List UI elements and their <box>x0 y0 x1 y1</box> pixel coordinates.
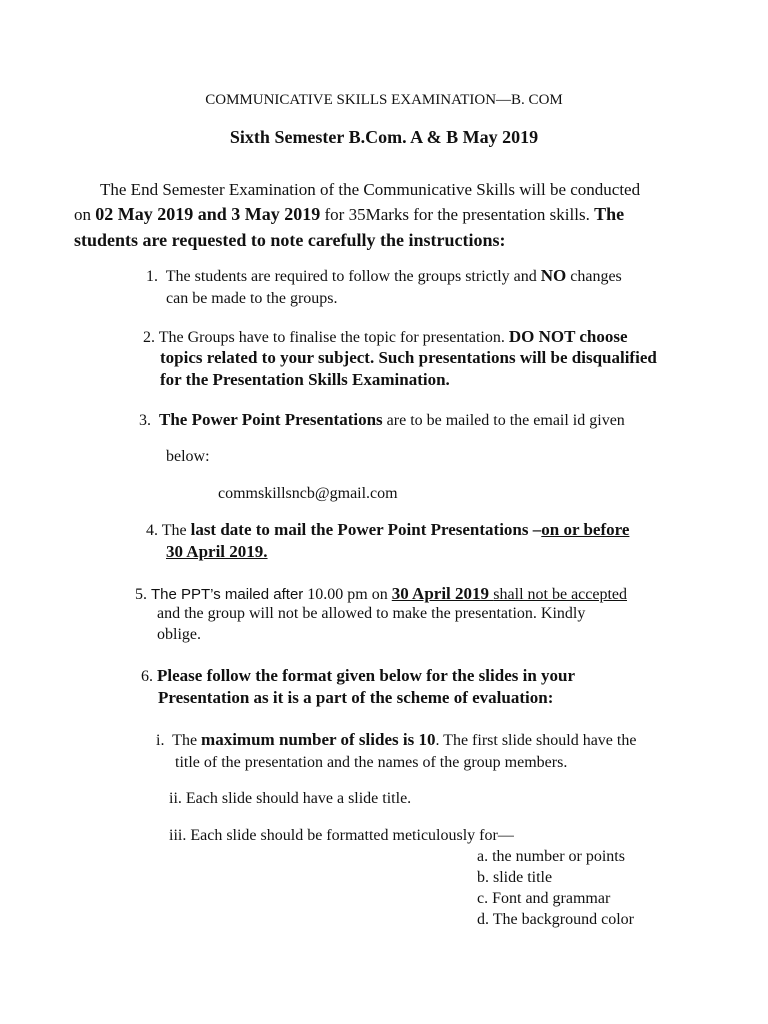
instruction-5-date: 30 April 2019 <box>391 584 494 603</box>
intro-line-2 <box>74 204 624 225</box>
instruction-1-no: NO <box>540 266 567 285</box>
instruction-2-line-3: for the Presentation Skills Examination. <box>160 370 450 389</box>
instruction-3-ppt: The Power Point Presentations <box>159 410 383 429</box>
intro-line-1: The End Semester Examination of the Communicative Skills will be conducted <box>100 180 641 199</box>
format-rule-1-text: . The first slide should have the <box>435 732 637 749</box>
format-rule-1 <box>156 730 636 750</box>
instruction-4 <box>146 520 629 540</box>
instruction-6-number: 6. <box>141 668 153 685</box>
document-title: COMMUNICATIVE SKILLS EXAMINATION—B. COM <box>205 92 563 108</box>
instruction-1-number: 1. <box>146 268 158 285</box>
instruction-2-text: The Groups have to finalise the topic for presentation. <box>158 329 509 346</box>
instruction-5-line-2: and the group will not be allowed to make the presentation. Kindly <box>157 605 586 622</box>
instruction-4-last-date: last date to mail the Power Point Presentations – <box>190 520 542 539</box>
instruction-5-line-3: oblige. <box>157 626 201 643</box>
intro-line-3: students are requested to note carefully the instructions: <box>74 230 506 250</box>
format-rule-3: iii. Each slide should be formatted meticulously for— <box>169 827 514 844</box>
format-criteria-item: c. Font and grammar <box>477 890 611 907</box>
format-rule-1-number: i. <box>156 732 165 749</box>
instruction-4-on-or-before: on or before <box>541 520 630 539</box>
format-rule-2: ii. Each slide should have a slide title. <box>169 790 412 807</box>
email-address[interactable] <box>218 485 398 503</box>
instruction-5-not-accepted: shall not be accepted <box>493 586 628 603</box>
format-criteria-item: a. the number or points <box>477 848 625 865</box>
intro-on: on <box>74 205 96 224</box>
intro-marks: for 35Marks for the presentation skills. <box>320 205 595 224</box>
instruction-2-do-not: DO NOT choose <box>508 327 628 346</box>
instruction-1-changes: changes <box>566 268 622 285</box>
instruction-2-line-2: topics related to your subject. Such presentations will be disqualified <box>160 348 657 367</box>
instruction-5-time: 10.00 pm on <box>303 586 392 603</box>
instruction-3-text: are to be mailed to the email id given <box>382 412 625 429</box>
instruction-5-ppt-mailed: The PPT’s mailed after <box>151 586 304 603</box>
instruction-6 <box>141 666 575 686</box>
instruction-6-text: Please follow the format given below for the slides in your <box>157 666 576 685</box>
format-criteria-item: b. slide title <box>477 869 553 886</box>
instruction-1-line-2: can be made to the groups. <box>166 290 338 307</box>
instruction-2 <box>143 327 628 347</box>
instruction-1 <box>146 266 622 286</box>
instruction-4-number: 4. The <box>146 522 191 539</box>
exam-dates: 02 May 2019 and 3 May 2019 <box>95 204 321 224</box>
format-rule-1-the: The <box>172 732 202 749</box>
instruction-5-number: 5. <box>135 586 151 603</box>
instruction-3 <box>139 410 625 430</box>
intro-the: The <box>594 204 625 224</box>
format-criteria-item: d. The background color <box>477 911 634 928</box>
instruction-2-number: 2. <box>143 329 155 346</box>
instruction-1-text: The students are required to follow the groups strictly and <box>165 268 541 285</box>
document-subtitle: Sixth Semester B.Com. A & B May 2019 <box>229 127 539 147</box>
instruction-5 <box>135 584 627 604</box>
instruction-4-deadline: 30 April 2019. <box>166 542 268 561</box>
format-rule-1-line-2: title of the presentation and the names of the group members. <box>175 754 568 771</box>
instruction-6-line-2: Presentation as it is a part of the scheme of evaluation: <box>158 688 554 707</box>
instruction-3-line-2: below: <box>166 448 210 465</box>
format-rule-1-max-slides: maximum number of slides is 10 <box>201 730 436 749</box>
instruction-3-number: 3. <box>139 412 151 429</box>
email-link[interactable]: commskillsncb@gmail.com <box>218 485 398 502</box>
